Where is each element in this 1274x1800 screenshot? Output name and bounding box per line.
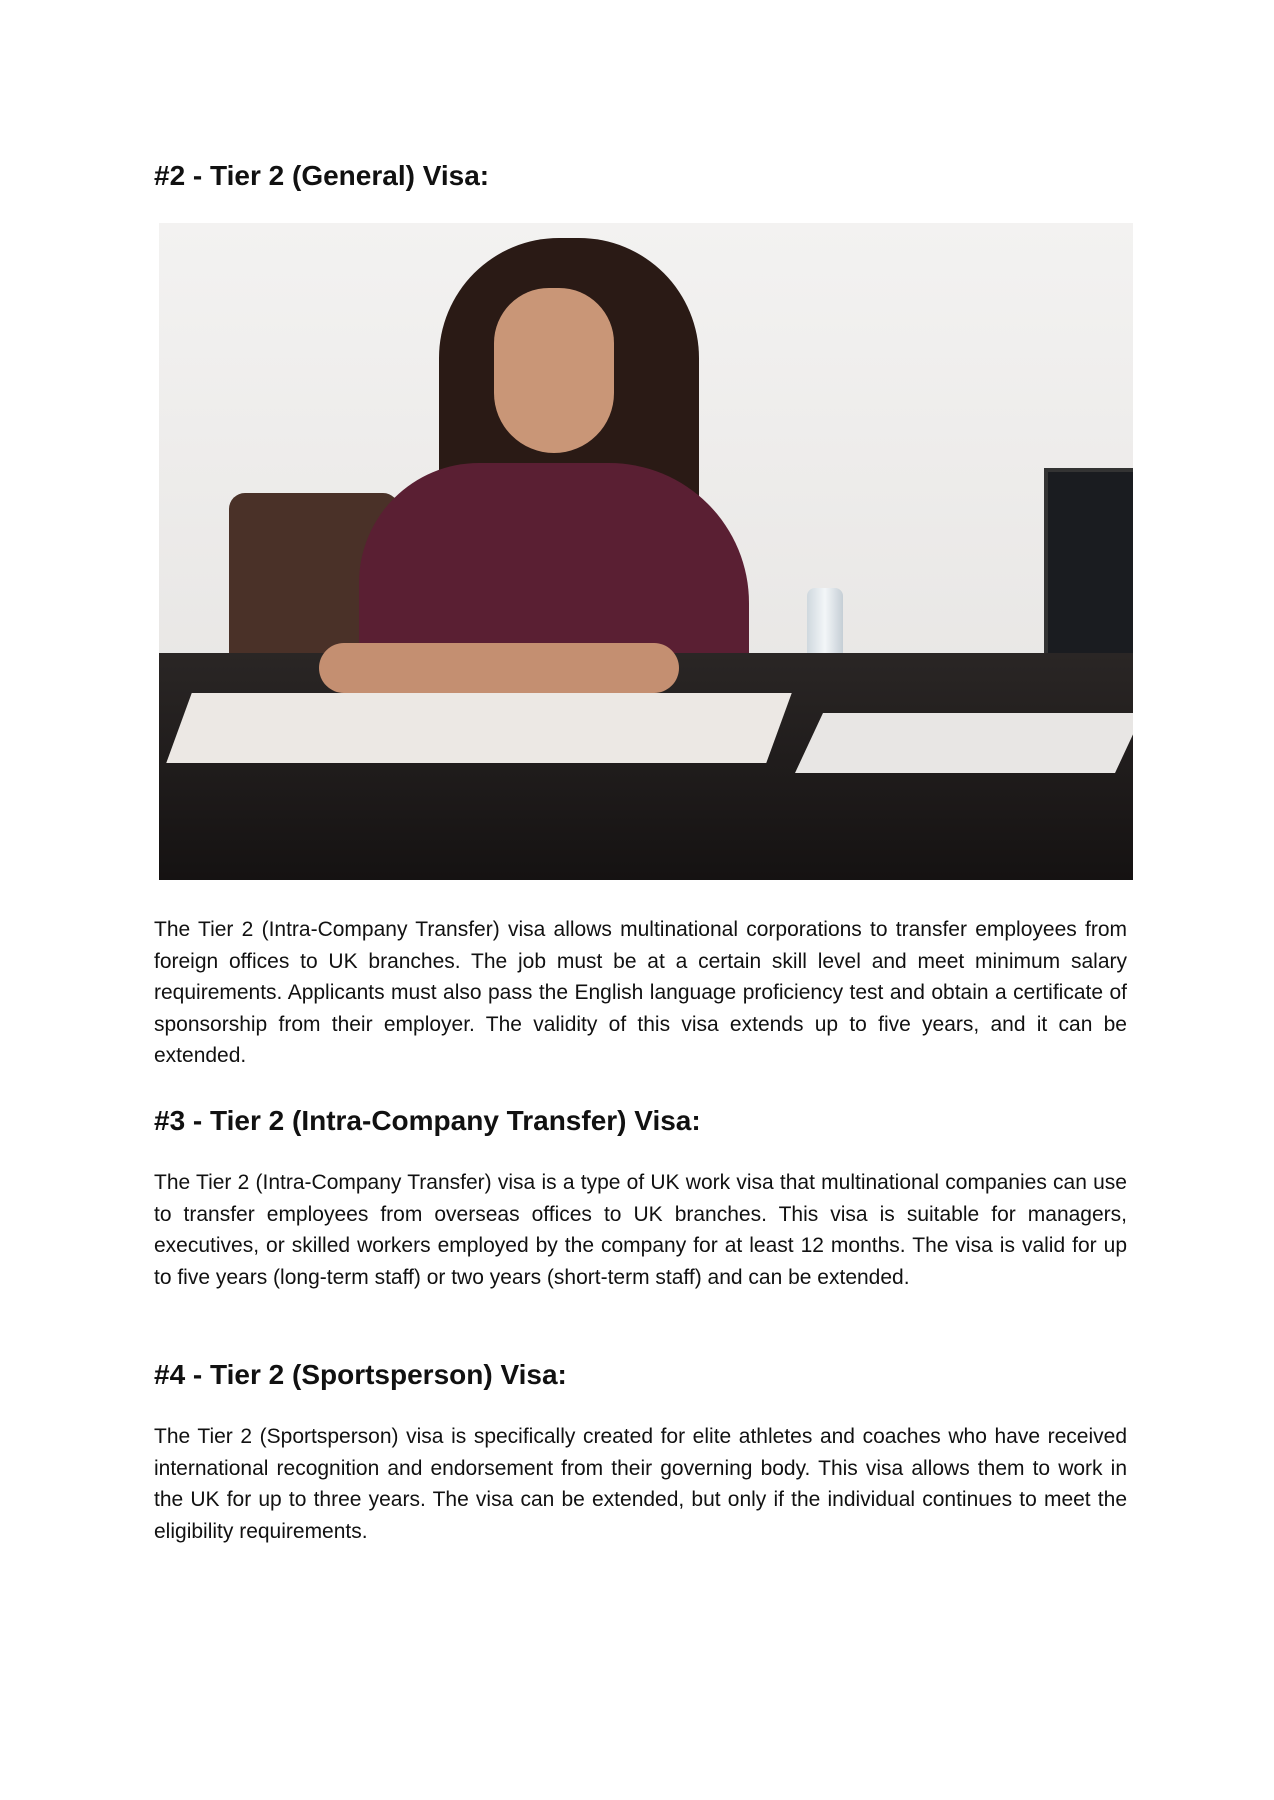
monitor: [1044, 468, 1133, 671]
documents-right: [795, 713, 1133, 773]
hands: [319, 643, 679, 693]
documents: [166, 693, 791, 763]
section-heading-tier2-ict: #3 - Tier 2 (Intra-Company Transfer) Visa:: [154, 1105, 701, 1136]
photo-woman-signing-documents: [159, 223, 1133, 880]
paragraph-tier2-ict: The Tier 2 (Intra-Company Transfer) visa is a type of UK work visa that multinational companies can use to transfer employees from overseas offices to UK branches. This visa is suitable for managers, executives, or skilled workers employed by the company for at least 12 months. The visa is valid for up to five years (long-term staff) or two years (short-term staff) and can be extended.: [154, 1171, 1127, 1289]
face: [494, 288, 614, 453]
paragraph-tier2-sportsperson: The Tier 2 (Sportsperson) visa is specifically created for elite athletes and coaches who have received international recognition and endorsement from their governing body. This visa allows them to work in the UK for up to three years. The visa can be extended, but only if the individual continues to meet the eligibility requirements.: [154, 1425, 1127, 1543]
section-heading-tier2-sportsperson: #4 - Tier 2 (Sportsperson) Visa:: [154, 1359, 567, 1390]
section-heading-tier2-general: #2 - Tier 2 (General) Visa:: [154, 160, 490, 191]
paragraph-tier2-general: The Tier 2 (Intra-Company Transfer) visa allows multinational corporations to transfer employees from foreign offices to UK branches. The job must be at a certain skill level and meet minimum salary requirements. Applicants must also pass the English language proficiency test and obtain a certificate of sponsorship from their employer. The validity of this visa extends up to five years, and it can be extended.: [154, 918, 1127, 1068]
